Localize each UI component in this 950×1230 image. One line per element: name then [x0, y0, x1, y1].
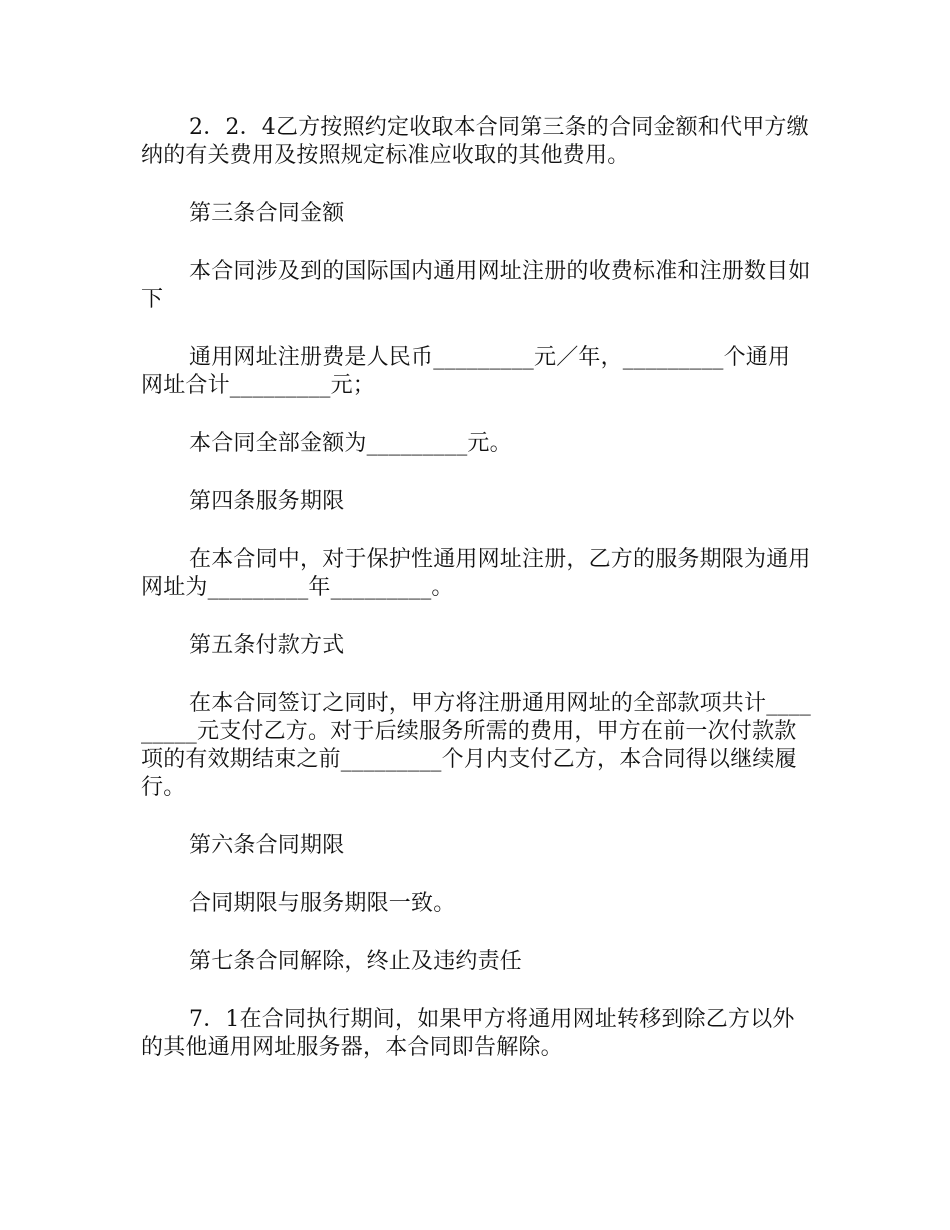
service-term-paragraph: 在本合同中，对于保护性通用网址注册，乙方的服务期限为通用网址为_________年_________。	[141, 547, 811, 600]
article-4-heading: 第四条服务期限	[189, 489, 345, 514]
clause-7-1-paragraph: 7．1在合同执行期间，如果甲方将通用网址转移到除乙方以外的其他通用网址服务器，本合同即告解除。	[141, 1007, 795, 1060]
contract-term-paragraph: 合同期限与服务期限一致。	[189, 891, 456, 916]
document-body	[141, 114, 811, 1092]
total-amount-paragraph: 本合同全部金额为_________元。	[189, 431, 512, 456]
payment-method-paragraph: 在本合同签订之同时，甲方将注册通用网址的全部款项共计_________元支付乙方。对于后续服务所需的费用，甲方在前一次付款款项的有效期结束之前_________个月内支付乙方，本合同得以继续履行。	[141, 691, 812, 800]
article-5-heading: 第五条付款方式	[189, 633, 345, 658]
article-7-heading: 第七条合同解除，终止及违约责任	[189, 949, 523, 974]
article-6-heading: 第六条合同期限	[189, 833, 345, 858]
registration-fee-paragraph: 通用网址注册费是人民币_________元／年，_________个通用网址合计_________元；	[141, 345, 791, 398]
clause-2-2-4-paragraph: 2．2．4乙方按照约定收取本合同第三条的合同金额和代甲方缴纳的有关费用及按照规定标准应收取的其他费用。	[141, 115, 809, 168]
article-3-heading: 第三条合同金额	[189, 201, 345, 226]
fee-standard-paragraph: 本合同涉及到的国际国内通用网址注册的收费标准和注册数目如下	[141, 259, 811, 312]
